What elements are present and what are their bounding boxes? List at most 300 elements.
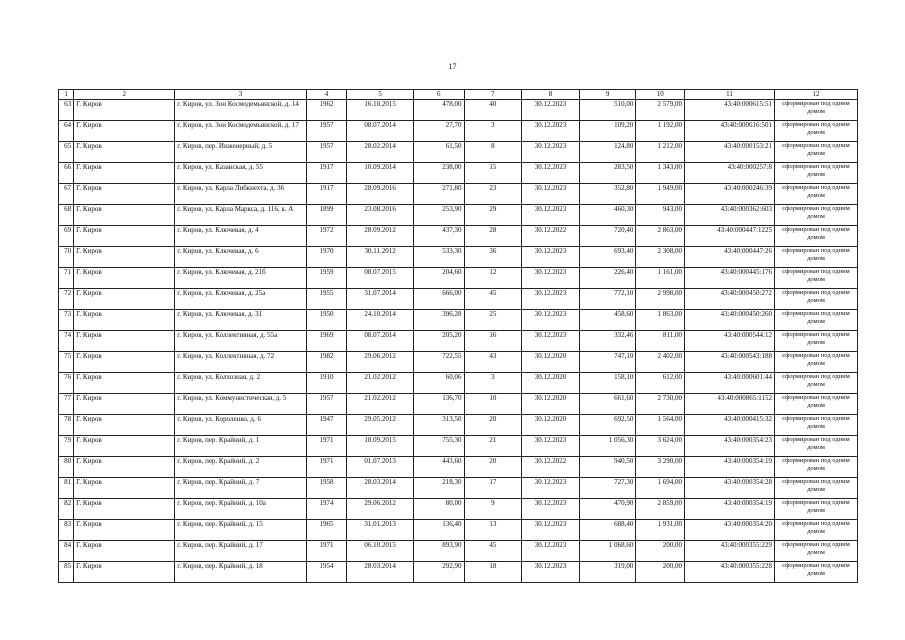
row-number: 84 <box>59 541 74 562</box>
row-number: 85 <box>59 562 74 583</box>
value-2-cell: 2 579,00 <box>636 100 685 121</box>
count-cell: 28 <box>464 226 522 247</box>
value-1-cell: 692,50 <box>579 415 636 436</box>
count-cell: 40 <box>464 100 522 121</box>
status-cell: сформирован под одним домом <box>774 394 857 415</box>
cadastral-number-cell: 43:40:000257:8 <box>684 163 774 184</box>
value-1-cell: 319,00 <box>579 562 636 583</box>
address-cell: г. Киров, ул. Казанская, д. 55 <box>175 163 306 184</box>
area-cell: 437,30 <box>413 226 464 247</box>
table-row <box>59 184 858 205</box>
status-cell: сформирован под одним домом <box>774 352 857 373</box>
city-cell: Г. Киров <box>74 457 175 478</box>
cadastral-number-cell: 43:40:000445:176 <box>684 268 774 289</box>
area-cell: 722,55 <box>413 352 464 373</box>
value-2-cell: 2 308,00 <box>636 247 685 268</box>
year-built-cell: 1971 <box>306 436 346 457</box>
count-cell: 29 <box>464 205 522 226</box>
city-cell: Г. Киров <box>74 499 175 520</box>
city-cell: Г. Киров <box>74 289 175 310</box>
date-cell: 31.07.2014 <box>347 289 414 310</box>
count-cell: 8 <box>464 142 522 163</box>
address-cell: г. Киров, ул. Ключевая, д. 21б <box>175 268 306 289</box>
deadline-cell: 30.12.2023 <box>522 268 580 289</box>
table-body <box>59 100 858 583</box>
value-1-cell: 460,30 <box>579 205 636 226</box>
value-2-cell: 811,00 <box>636 331 685 352</box>
value-1-cell: 226,40 <box>579 268 636 289</box>
deadline-cell: 30.12.2022 <box>522 226 580 247</box>
cadastral-number-cell: 43:40:000354:20 <box>684 520 774 541</box>
year-built-cell: 1910 <box>306 373 346 394</box>
year-built-cell: 1957 <box>306 394 346 415</box>
area-cell: 80,00 <box>413 499 464 520</box>
status-cell: сформирован под одним домом <box>774 373 857 394</box>
deadline-cell: 30.12.2023 <box>522 436 580 457</box>
city-cell: Г. Киров <box>74 268 175 289</box>
date-cell: 08.07.2014 <box>347 121 414 142</box>
value-1-cell: 661,60 <box>579 394 636 415</box>
deadline-cell: 30.12.2023 <box>522 163 580 184</box>
date-cell: 28.09.2016 <box>347 184 414 205</box>
date-cell: 24.10.2014 <box>347 310 414 331</box>
year-built-cell: 1972 <box>306 226 346 247</box>
column-header-5: 5 <box>347 90 414 100</box>
value-1-cell: 470,90 <box>579 499 636 520</box>
value-2-cell: 1 192,00 <box>636 121 685 142</box>
row-number: 65 <box>59 142 74 163</box>
row-number: 71 <box>59 268 74 289</box>
date-cell: 18.09.2015 <box>347 436 414 457</box>
value-2-cell: 2 402,00 <box>636 352 685 373</box>
city-cell: Г. Киров <box>74 331 175 352</box>
area-cell: 443,60 <box>413 457 464 478</box>
address-cell: г. Киров, пер. Крайний, д. 7 <box>175 478 306 499</box>
cadastral-number-cell: 43:40:000362:603 <box>684 205 774 226</box>
row-number: 74 <box>59 331 74 352</box>
row-number: 78 <box>59 415 74 436</box>
count-cell: 43 <box>464 352 522 373</box>
address-cell: г. Киров, ул. Ключевая, д. 31 <box>175 310 306 331</box>
status-cell: сформирован под одним домом <box>774 289 857 310</box>
value-1-cell: 1 056,30 <box>579 436 636 457</box>
row-number: 81 <box>59 478 74 499</box>
status-cell: сформирован под одним домом <box>774 184 857 205</box>
date-cell: 29.05.2012 <box>347 415 414 436</box>
count-cell: 20 <box>464 415 522 436</box>
count-cell: 15 <box>464 163 522 184</box>
count-cell: 23 <box>464 184 522 205</box>
status-cell: сформирован под одним домом <box>774 205 857 226</box>
year-built-cell: 1954 <box>306 562 346 583</box>
deadline-cell: 30.12.2023 <box>522 184 580 205</box>
value-1-cell: 772,10 <box>579 289 636 310</box>
value-2-cell: 2 863,00 <box>636 226 685 247</box>
deadline-cell: 30.12.2023 <box>522 499 580 520</box>
area-cell: 205,20 <box>413 331 464 352</box>
area-cell: 396,28 <box>413 310 464 331</box>
date-cell: 08.07.2014 <box>347 331 414 352</box>
cadastral-number-cell: 43:40:000543:188 <box>684 352 774 373</box>
address-cell: г. Киров, ул. Ключевая, д. 4 <box>175 226 306 247</box>
status-cell: сформирован под одним домом <box>774 415 857 436</box>
year-built-cell: 1955 <box>306 289 346 310</box>
cadastral-number-cell: 43:40:000415:32 <box>684 415 774 436</box>
column-header-2: 2 <box>74 90 175 100</box>
city-cell: Г. Киров <box>74 436 175 457</box>
city-cell: Г. Киров <box>74 394 175 415</box>
value-1-cell: 283,50 <box>579 163 636 184</box>
address-cell: г. Киров, пер. Крайний, д. 10а <box>175 499 306 520</box>
table-row <box>59 247 858 268</box>
city-cell: Г. Киров <box>74 352 175 373</box>
count-cell: 25 <box>464 310 522 331</box>
address-cell: г. Киров, пер. Крайний, д. 1 <box>175 436 306 457</box>
count-cell: 20 <box>464 457 522 478</box>
area-cell: 755,30 <box>413 436 464 457</box>
year-built-cell: 1957 <box>306 142 346 163</box>
cadastral-number-cell: 43:40:000355:228 <box>684 562 774 583</box>
cadastral-number-cell: 43:40:000246:39 <box>684 184 774 205</box>
date-cell: 30.11.2012 <box>347 247 414 268</box>
column-header-4: 4 <box>306 90 346 100</box>
year-built-cell: 1947 <box>306 415 346 436</box>
value-2-cell: 1 161,00 <box>636 268 685 289</box>
cadastral-number-cell: 43:40:000601:44 <box>684 373 774 394</box>
header-row <box>59 90 858 100</box>
status-cell: сформирован под одним домом <box>774 331 857 352</box>
city-cell: Г. Киров <box>74 310 175 331</box>
area-cell: 271,80 <box>413 184 464 205</box>
column-header-12: 12 <box>774 90 857 100</box>
value-2-cell: 1 949,00 <box>636 184 685 205</box>
deadline-cell: 30.12.2023 <box>522 100 580 121</box>
value-1-cell: 510,00 <box>579 100 636 121</box>
row-number: 69 <box>59 226 74 247</box>
date-cell: 29.06.2012 <box>347 352 414 373</box>
cadastral-number-cell: 43:40:000616:501 <box>684 121 774 142</box>
city-cell: Г. Киров <box>74 247 175 268</box>
city-cell: Г. Киров <box>74 541 175 562</box>
value-2-cell: 2 730,00 <box>636 394 685 415</box>
deadline-cell: 30.12.2020 <box>522 352 580 373</box>
table-row <box>59 142 858 163</box>
row-number: 66 <box>59 163 74 184</box>
value-1-cell: 688,40 <box>579 520 636 541</box>
address-cell: г. Киров, ул. Карла Либкнехта, д. 36 <box>175 184 306 205</box>
deadline-cell: 30.12.2020 <box>522 373 580 394</box>
status-cell: сформирован под одним домом <box>774 520 857 541</box>
year-built-cell: 1971 <box>306 457 346 478</box>
year-built-cell: 1899 <box>306 205 346 226</box>
value-2-cell: 943,00 <box>636 205 685 226</box>
count-cell: 21 <box>464 436 522 457</box>
area-cell: 533,30 <box>413 247 464 268</box>
area-cell: 61,50 <box>413 142 464 163</box>
date-cell: 28.09.2012 <box>347 226 414 247</box>
table-row <box>59 436 858 457</box>
cadastral-number-cell: 43:40:000450:260 <box>684 310 774 331</box>
area-cell: 478,00 <box>413 100 464 121</box>
deadline-cell: 30.12.2023 <box>522 205 580 226</box>
count-cell: 9 <box>464 499 522 520</box>
table-row <box>59 541 858 562</box>
value-2-cell: 2 998,00 <box>636 289 685 310</box>
address-cell: г. Киров, ул. Карла Маркса, д. 116, к. А <box>175 205 306 226</box>
value-1-cell: 158,10 <box>579 373 636 394</box>
city-cell: Г. Киров <box>74 121 175 142</box>
year-built-cell: 1974 <box>306 499 346 520</box>
cadastral-number-cell: 43:40:000354:19 <box>684 457 774 478</box>
city-cell: Г. Киров <box>74 373 175 394</box>
city-cell: Г. Киров <box>74 478 175 499</box>
deadline-cell: 30.12.2023 <box>522 289 580 310</box>
area-cell: 893,90 <box>413 541 464 562</box>
cadastral-number-cell: 43:40:000354:19 <box>684 499 774 520</box>
city-cell: Г. Киров <box>74 205 175 226</box>
status-cell: сформирован под одним домом <box>774 310 857 331</box>
area-cell: 27,70 <box>413 121 464 142</box>
deadline-cell: 30.12.2023 <box>522 562 580 583</box>
date-cell: 08.07.2015 <box>347 268 414 289</box>
value-1-cell: 124,80 <box>579 142 636 163</box>
area-cell: 136,40 <box>413 520 464 541</box>
area-cell: 238,00 <box>413 163 464 184</box>
city-cell: Г. Киров <box>74 184 175 205</box>
row-number: 75 <box>59 352 74 373</box>
count-cell: 13 <box>464 520 522 541</box>
date-cell: 21.02.2012 <box>347 373 414 394</box>
address-cell: г. Киров, пер. Крайний, д. 2 <box>175 457 306 478</box>
value-2-cell: 1 212,00 <box>636 142 685 163</box>
address-cell: г. Киров, ул. Коллективная, д. 55а <box>175 331 306 352</box>
table-row <box>59 457 858 478</box>
table-row <box>59 394 858 415</box>
value-2-cell: 1 863,00 <box>636 310 685 331</box>
address-cell: г. Киров, ул. Колхозная, д. 2 <box>175 373 306 394</box>
count-cell: 3 <box>464 373 522 394</box>
area-cell: 136,70 <box>413 394 464 415</box>
address-cell: г. Киров, ул. Ключевая, д. 6 <box>175 247 306 268</box>
area-cell: 204,60 <box>413 268 464 289</box>
row-number: 80 <box>59 457 74 478</box>
value-2-cell: 1 694,00 <box>636 478 685 499</box>
value-2-cell: 200,00 <box>636 562 685 583</box>
year-built-cell: 1982 <box>306 352 346 373</box>
value-2-cell: 2 859,00 <box>636 499 685 520</box>
cadastral-number-cell: 43:40:000355:229 <box>684 541 774 562</box>
value-2-cell: 1 564,00 <box>636 415 685 436</box>
address-cell: г. Киров, ул. Коммунистическая, д. 5 <box>175 394 306 415</box>
count-cell: 17 <box>464 478 522 499</box>
deadline-cell: 30.12.2023 <box>522 310 580 331</box>
address-cell: г. Киров, ул. Короленко, д. 6 <box>175 415 306 436</box>
count-cell: 45 <box>464 289 522 310</box>
deadline-cell: 30.12.2023 <box>522 520 580 541</box>
column-header-9: 9 <box>579 90 636 100</box>
housing-registry-table <box>58 89 858 583</box>
table-row <box>59 415 858 436</box>
deadline-cell: 30.12.2023 <box>522 541 580 562</box>
row-number: 68 <box>59 205 74 226</box>
cadastral-number-cell: 43:40:000447:26 <box>684 247 774 268</box>
date-cell: 21.02.2012 <box>347 394 414 415</box>
value-1-cell: 352,80 <box>579 184 636 205</box>
deadline-cell: 30.12.2022 <box>522 457 580 478</box>
row-number: 67 <box>59 184 74 205</box>
count-cell: 36 <box>464 247 522 268</box>
area-cell: 292,90 <box>413 562 464 583</box>
date-cell: 28.03.2014 <box>347 562 414 583</box>
year-built-cell: 1917 <box>306 184 346 205</box>
cadastral-number-cell: 43:40:000615:51 <box>684 100 774 121</box>
table-row <box>59 310 858 331</box>
table-row <box>59 331 858 352</box>
year-built-cell: 1969 <box>306 331 346 352</box>
value-1-cell: 940,50 <box>579 457 636 478</box>
table-row <box>59 268 858 289</box>
count-cell: 18 <box>464 562 522 583</box>
year-built-cell: 1965 <box>306 520 346 541</box>
deadline-cell: 30.12.2020 <box>522 394 580 415</box>
deadline-cell: 30.12.2023 <box>522 331 580 352</box>
table-row <box>59 121 858 142</box>
row-number: 64 <box>59 121 74 142</box>
count-cell: 45 <box>464 541 522 562</box>
row-number: 82 <box>59 499 74 520</box>
date-cell: 16.10.2015 <box>347 100 414 121</box>
address-cell: г. Киров, пер. Крайний, д. 15 <box>175 520 306 541</box>
date-cell: 29.06.2012 <box>347 499 414 520</box>
year-built-cell: 1950 <box>306 310 346 331</box>
deadline-cell: 30.12.2023 <box>522 121 580 142</box>
column-header-11: 11 <box>684 90 774 100</box>
address-cell: г. Киров, ул. Коллективная, д. 72 <box>175 352 306 373</box>
value-1-cell: 727,30 <box>579 478 636 499</box>
deadline-cell: 30.12.2023 <box>522 247 580 268</box>
status-cell: сформирован под одним домом <box>774 121 857 142</box>
cadastral-number-cell: 43:40:000544:12 <box>684 331 774 352</box>
city-cell: Г. Киров <box>74 562 175 583</box>
table-row <box>59 352 858 373</box>
address-cell: г. Киров, пер. Инженерный, д. 5 <box>175 142 306 163</box>
date-cell: 28.02.2014 <box>347 142 414 163</box>
table-row <box>59 163 858 184</box>
column-header-7: 7 <box>464 90 522 100</box>
city-cell: Г. Киров <box>74 100 175 121</box>
area-cell: 313,50 <box>413 415 464 436</box>
column-header-1: 1 <box>59 90 74 100</box>
city-cell: Г. Киров <box>74 415 175 436</box>
status-cell: сформирован под одним домом <box>774 226 857 247</box>
city-cell: Г. Киров <box>74 142 175 163</box>
count-cell: 3 <box>464 121 522 142</box>
year-built-cell: 1959 <box>306 268 346 289</box>
row-number: 63 <box>59 100 74 121</box>
address-cell: г. Киров, ул. Зои Космодемьянской, д. 17 <box>175 121 306 142</box>
deadline-cell: 30.12.2020 <box>522 415 580 436</box>
value-2-cell: 1 931,00 <box>636 520 685 541</box>
count-cell: 16 <box>464 331 522 352</box>
address-cell: г. Киров, пер. Крайний, д. 17 <box>175 541 306 562</box>
address-cell: г. Киров, ул. Ключевая, д. 25а <box>175 289 306 310</box>
value-1-cell: 109,20 <box>579 121 636 142</box>
table-row <box>59 226 858 247</box>
column-header-10: 10 <box>636 90 685 100</box>
row-number: 83 <box>59 520 74 541</box>
row-number: 77 <box>59 394 74 415</box>
date-cell: 06.10.2015 <box>347 541 414 562</box>
date-cell: 31.01.2013 <box>347 520 414 541</box>
value-2-cell: 200,00 <box>636 541 685 562</box>
value-2-cell: 3 290,00 <box>636 457 685 478</box>
table-row <box>59 205 858 226</box>
cadastral-number-cell: 43:40:000354:28 <box>684 478 774 499</box>
table-row <box>59 478 858 499</box>
status-cell: сформирован под одним домом <box>774 499 857 520</box>
table-row <box>59 100 858 121</box>
year-built-cell: 1917 <box>306 163 346 184</box>
value-2-cell: 3 624,00 <box>636 436 685 457</box>
area-cell: 60,06 <box>413 373 464 394</box>
row-number: 79 <box>59 436 74 457</box>
value-1-cell: 693,40 <box>579 247 636 268</box>
cadastral-number-cell: 43:40:000354:23 <box>684 436 774 457</box>
city-cell: Г. Киров <box>74 163 175 184</box>
year-built-cell: 1971 <box>306 541 346 562</box>
value-1-cell: 332,46 <box>579 331 636 352</box>
value-2-cell: 1 343,00 <box>636 163 685 184</box>
status-cell: сформирован под одним домом <box>774 268 857 289</box>
address-cell: г. Киров, ул. Зои Космодемьянской, д. 14 <box>175 100 306 121</box>
cadastral-number-cell: 43:40:000865:1152 <box>684 394 774 415</box>
year-built-cell: 1962 <box>306 100 346 121</box>
column-header-6: 6 <box>413 90 464 100</box>
row-number: 72 <box>59 289 74 310</box>
row-number: 70 <box>59 247 74 268</box>
cadastral-number-cell: 43:40:000450:272 <box>684 289 774 310</box>
year-built-cell: 1970 <box>306 247 346 268</box>
status-cell: сформирован под одним домом <box>774 457 857 478</box>
count-cell: 10 <box>464 394 522 415</box>
date-cell: 23.08.2016 <box>347 205 414 226</box>
area-cell: 253,90 <box>413 205 464 226</box>
city-cell: Г. Киров <box>74 520 175 541</box>
table-row <box>59 562 858 583</box>
date-cell: 01.07.2013 <box>347 457 414 478</box>
table-row <box>59 289 858 310</box>
area-cell: 666,00 <box>413 289 464 310</box>
cadastral-number-cell: 43:40:000447:1225 <box>684 226 774 247</box>
city-cell: Г. Киров <box>74 226 175 247</box>
address-cell: г. Киров, пер. Крайний, д. 18 <box>175 562 306 583</box>
status-cell: сформирован под одним домом <box>774 478 857 499</box>
status-cell: сформирован под одним домом <box>774 562 857 583</box>
status-cell: сформирован под одним домом <box>774 247 857 268</box>
year-built-cell: 1958 <box>306 478 346 499</box>
table-row <box>59 373 858 394</box>
value-1-cell: 747,10 <box>579 352 636 373</box>
table-row <box>59 499 858 520</box>
deadline-cell: 30.12.2023 <box>522 478 580 499</box>
status-cell: сформирован под одним домом <box>774 163 857 184</box>
value-1-cell: 458,60 <box>579 310 636 331</box>
value-1-cell: 1 068,60 <box>579 541 636 562</box>
value-1-cell: 720,40 <box>579 226 636 247</box>
status-cell: сформирован под одним домом <box>774 142 857 163</box>
cadastral-number-cell: 43:40:000153:21 <box>684 142 774 163</box>
page-number: 17 <box>448 62 457 71</box>
